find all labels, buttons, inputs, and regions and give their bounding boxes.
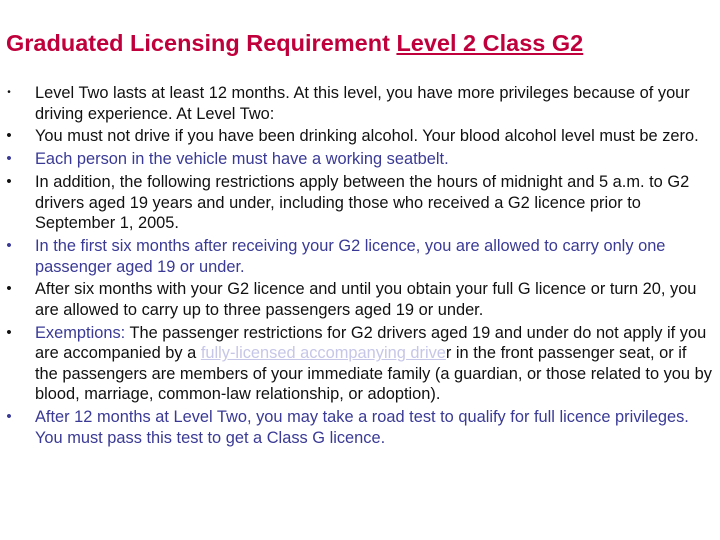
bullet-icon: • — [6, 150, 12, 168]
list-item-duration — [0, 83, 720, 124]
item-text: In the first six months after receiving your G2 licence, you are allowed to carry only one passenger aged 19 or under. — [35, 236, 666, 276]
bullet-icon: • — [6, 127, 12, 145]
item-text-before-link: The passenger restrictions for G2 drivers aged 19 and under do not apply if you are accompanied by a — [35, 323, 707, 363]
list-item-first-six-months — [0, 236, 720, 277]
item-text-after-link: r in the front passenger seat, or if the passengers are members of your immediate family (a guardian, or those related to you by blood, marriage, common-law relationship, or adoption). — [35, 344, 712, 404]
list-item-alcohol — [0, 126, 720, 147]
list-item-after-six-months — [0, 279, 720, 320]
accompanying-driver-link[interactable]: fully-licensed accompanying drive — [200, 344, 446, 363]
item-text: Level Two lasts at least 12 months. At this level, you have more privileges because of your driving experience. At Level Two: — [35, 84, 690, 123]
item-text: After 12 months at Level Two, you may take a road test to qualify for full licence privileges. You must pass this test to get a Class G licence. — [35, 408, 689, 447]
list-item-exemptions — [0, 323, 720, 405]
item-text: You must not drive if you have been drinking alcohol. Your blood alcohol level must be zero. — [35, 127, 699, 146]
bullet-icon: • — [6, 280, 12, 298]
requirements-list — [0, 83, 720, 451]
page-title — [6, 30, 583, 57]
bullet-icon: • — [7, 87, 11, 98]
list-item-night-restrictions — [0, 172, 720, 234]
bullet-icon: • — [6, 323, 12, 341]
item-text: Each person in the vehicle must have a working seatbelt. — [35, 150, 449, 169]
bullet-icon: • — [6, 172, 12, 190]
item-text: In addition, the following restrictions apply between the hours of midnight and 5 a.m. to G2 drivers aged 19 years and under, including those who received a G2 licence prior to September 1, 2005. — [35, 172, 690, 233]
bullet-icon: • — [6, 236, 12, 254]
item-text: After six months with your G2 licence and until you obtain your full G licence or turn 20, you are allowed to carry up to three passengers aged 19 or under. — [35, 280, 697, 319]
title-level-class: Level 2 Class G2 — [396, 30, 584, 56]
title-main: Graduated Licensing Requirement — [6, 30, 397, 56]
bullet-icon: • — [6, 408, 12, 426]
list-item-road-test — [0, 407, 720, 448]
list-item-seatbelt — [0, 149, 720, 170]
exemptions-label: Exemptions: — [35, 323, 126, 342]
